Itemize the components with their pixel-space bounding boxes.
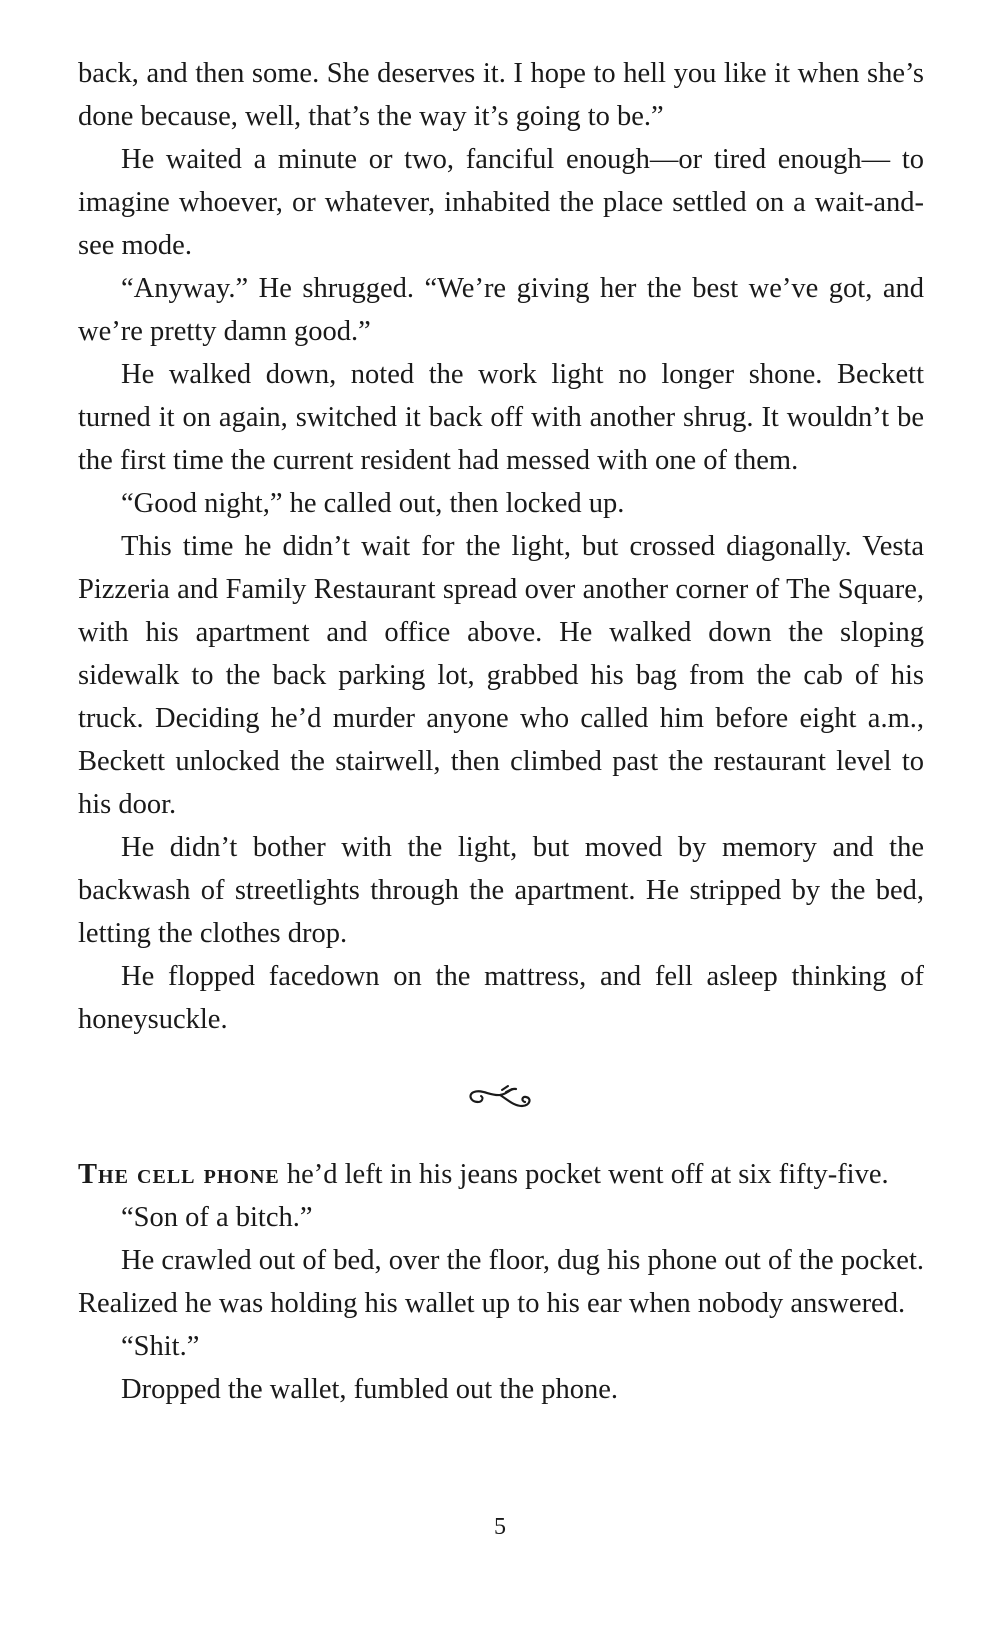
paragraph: He walked down, noted the work light no longer shone. Beckett turned it on again, switched it back off with another shrug. It wouldn’t be the first time the current resident had messed with one of them.	[78, 359, 924, 476]
paragraph: He didn’t bother with the light, but moved by memory and the backwash of streetlights through the apartment. He stripped by the bed, letting the clothes drop.	[78, 832, 924, 949]
scroll-flourish-icon	[456, 1080, 546, 1114]
section-break	[78, 1041, 924, 1153]
paragraph: “Good night,” he called out, then locked up.	[121, 488, 625, 519]
paragraph: He waited a minute or two, fanciful enough—or tired enough— to imagine whoever, or whatever, inhabited the place settled on a wait-and-see mode.	[78, 144, 924, 261]
page-body	[78, 52, 924, 1411]
paragraph: “Son of a bitch.”	[121, 1202, 313, 1233]
paragraph: This time he didn’t wait for the light, but crossed diagonally. Vesta Pizzeria and Family Restaurant spread over another corner of The Square, with his apartment and office above. He walked down the sloping sidewalk to the back parking lot, grabbed his bag from the cab of his truck. Deciding he’d murder anyone who called him before eight a.m., Beckett unlocked the stairwell, then climbed past the restaurant level to his door.	[78, 531, 924, 820]
paragraph: “Shit.”	[121, 1331, 200, 1362]
section-opening-paragraph	[78, 1153, 924, 1196]
section-lead-in: The cell phone	[78, 1159, 280, 1190]
paragraph: “Anyway.” He shrugged. “We’re giving her the best we’ve got, and we’re pretty damn good.”	[78, 273, 924, 347]
paragraph: back, and then some. She deserves it. I hope to hell you like it when she’s done because, well, that’s the way it’s going to be.”	[78, 58, 924, 132]
page-number: 5	[494, 1514, 506, 1540]
paragraph: He flopped facedown on the mattress, and fell asleep thinking of honeysuckle.	[78, 961, 924, 1035]
paragraph: Dropped the wallet, fumbled out the phone.	[121, 1374, 619, 1405]
section-opening-text: he’d left in his jeans pocket went off at six fifty-five.	[279, 1159, 889, 1190]
paragraph: He crawled out of bed, over the floor, dug his phone out of the pocket. Realized he was holding his wallet up to his ear when nobody answered.	[78, 1245, 924, 1319]
